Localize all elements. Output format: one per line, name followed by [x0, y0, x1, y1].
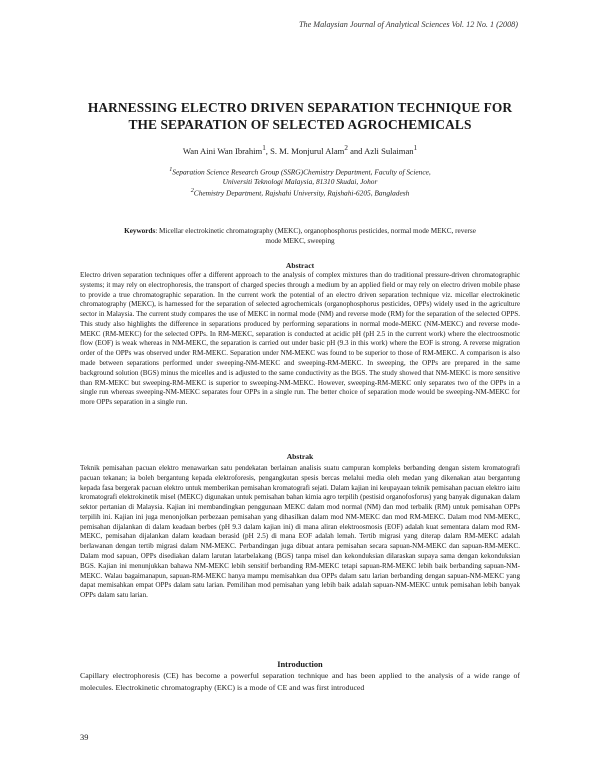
author-1: Wan Aini Wan Ibrahim: [182, 145, 263, 156]
introduction-text: Capillary electrophoresis (CE) has become a powerful separation technique and has been applied to the analysis of a wide range of molecules. Electrokinetic chromatography (EKC) is a mode of CE and was first introduced: [80, 671, 520, 693]
author-2: , S. M. Monjurul Alam: [265, 145, 345, 156]
paper-title: [0, 99, 600, 133]
affiliations: [0, 166, 600, 198]
affiliation-2: [0, 187, 600, 198]
journal-header: The Malaysian Journal of Analytical Sciences Vol. 12 No. 1 (2008): [298, 20, 518, 29]
author-3: and Azli Sulaiman: [347, 145, 414, 156]
affiliation-2-sup: 2: [190, 187, 194, 194]
title-line-1: HARNESSING ELECTRO DRIVEN SEPARATION TECHNIQUE FOR: [87, 100, 513, 115]
author-1-sup: 1: [262, 144, 266, 152]
abstrak-heading: Abstrak: [286, 452, 314, 461]
affiliation-1-sup: 1: [169, 167, 173, 173]
keywords-text: : Micellar electrokinetic chromatography (MEKC), organophosphorus pesticides, normal mode MEKC, reverse mode MEKC, sweeping: [155, 227, 476, 245]
introduction-heading: Introduction: [277, 660, 323, 669]
author-3-sup: 1: [413, 144, 418, 152]
affiliation-1-line-2: Universiti Teknologi Malaysia, 81310 Skudai, Johor: [222, 177, 378, 187]
author-2-sup: 2: [344, 144, 348, 152]
abstract-text: Electro driven separation techniques offer a different approach to the analysis of complex mixtures than do traditional pressure-driven chromatographic systems; it may rely on electrophoresis, the transport of charged species through a medium by an applied field or may rely on electro driven mobile phase to provide a true chromatographic separation. In the current work the potential of an electro driven separation technique viz. micellar electrokinetic chromatography (MEKC), is harnessed for the separation of selected agrochemicals (organophosphorus pesticides, OPPs) widely used in the agriculture sector in Malaysia. The current study compares the use of MEKC in normal mode (NM) and reverse mode (RM) for the separation of the selected OPPS. This study also highlights the difference in separations produced by performing separations in normal mode-MEKC (NM-MEKC) and reverse mode-MEKC (RM-MEKC) for the selected OPPs. In RM-MEKC, separation is conducted at acidic pH (pH 2.5 in the current work) where the electroosmotic flow (EOF) is weak whereas in NM-MEKC, the separation is carried out under basic pH (9.3 in this work) where the EOF is strong. A reverse migration order of the OPPs was observed under RM-MEKC. Separation under NM-MEKC was found to be superior to those of RM-MEKC. A comparison is also made between separations performed under sweeping-NM-MEKC and sweeping-RM-MEKC. In sweeping, the OPPs are prepared in the same background solution (BGS) minus the micelles and is adjusted to the same conductivity as the BGS. The study showed that NM-MEKC is more sensitive than RM-MEKC but sweeping-RM-MEKC is superior to sweeping-NM-MEKC. However, sweeping-RM-MEKC only separates two of the OPPs in a single run whereas sweeping-NM-MEKC separates four OPPs in a single run. The better choice of separation mode would be sweeping-NM-MEKC for more OPPs separation in a single run.: [80, 271, 520, 407]
page-number: 39: [80, 733, 89, 742]
affiliation-2-line-1: Chemistry Department, Rajshahi University, Rajshahi-6205, Bangladesh: [193, 188, 410, 198]
title-line-2: THE SEPARATION OF SELECTED AGROCHEMICALS: [128, 117, 472, 132]
affiliation-1: [0, 166, 600, 177]
keywords: [120, 226, 480, 246]
abstrak-text: Teknik pemisahan pacuan elektro menawarkan satu pendekatan berlainan analisis suatu campuran kompleks berbanding dengan sistem kromatografi pacuan tekanan; ia boleh bergantung kepada elektroforesis, pengangkutan spesis bercas melalui media oleh medan yang dikenakan atau bergantung kepada fasa bergerak pacuan elektro untuk memberikan pemisahan kromatografi sejati. Dalam kajian ini keupayaan teknik pemisahan pacuan elektro iaitu kromatografi elektrokinetik misel (MEKC) digunakan untuk pemisahan bahan kimia agro terpilih (pestisid organofosforus) yang banyak digunakan dalam sektor pertanian di Malaysia. Kajian ini membandingkan penggunaan MEKC dalam mod normal (NM) dan mod terbalik (RM) untuk pemisahan OPPs terpilih ini. Kajian ini juga menonjolkan perbezaan pemisahan yang dihasilkan dalam mod NM-MEKC dan mod RM-MEKC. Dalam mod NM-MEKC, pemisahan dijalankan di dalam keadaan berbes (pH 9.3 dalam kajian ini) di mana aliran elektroosmosis (EOF) adalah kuat sementara dalam mod RM-MEKC, pemisahan dijalankan dalam keadaan berasid (pH 2.5) di mana EOF adalah lemah. Tertib migrasi yang diterap dalam RM-MEKC adalah berlawanan dengan tertib migrasi dalam NM-MEKC. Perbandingan juga dibuat antara pemisahan secara sapuan-NM-MEKC dan sapuan-RM-MEKC. Dalam mod sapuan, OPPs disediakan dalam larutan latarbelakang (BGS) tanpa misel dan kekonduksian dilaraskan supaya sama dengan kekonduksian BGS. Kajian ini menunjukkan bahawa NM-MEKC lebih sensitif berbanding RM-MEKC tetapi sapuan-RM-MEKC lebih baik berbanding sapuan-NM-MEKC. Walau bagaimanapun, sapuan-RM-MEKC hanya mampu memisahkan dua OPPs dalam satu larian berbanding dengan sapuan-NM-MEKC yang dapat memisahkan empat OPPs dalam satu larian. Pemilihan mod pemisahan yang lebih baik adalah sapuan-NM-MEKC untuk pemisahan lebih banyak OPPs dalam satu larian.: [80, 464, 520, 600]
authors: [0, 144, 600, 156]
affiliation-1-line-1: Separation Science Research Group (SSRG)Chemistry Department, Faculty of Science,: [172, 167, 431, 177]
abstract-heading: Abstract: [285, 261, 315, 270]
keywords-label: Keywords: [124, 227, 156, 235]
